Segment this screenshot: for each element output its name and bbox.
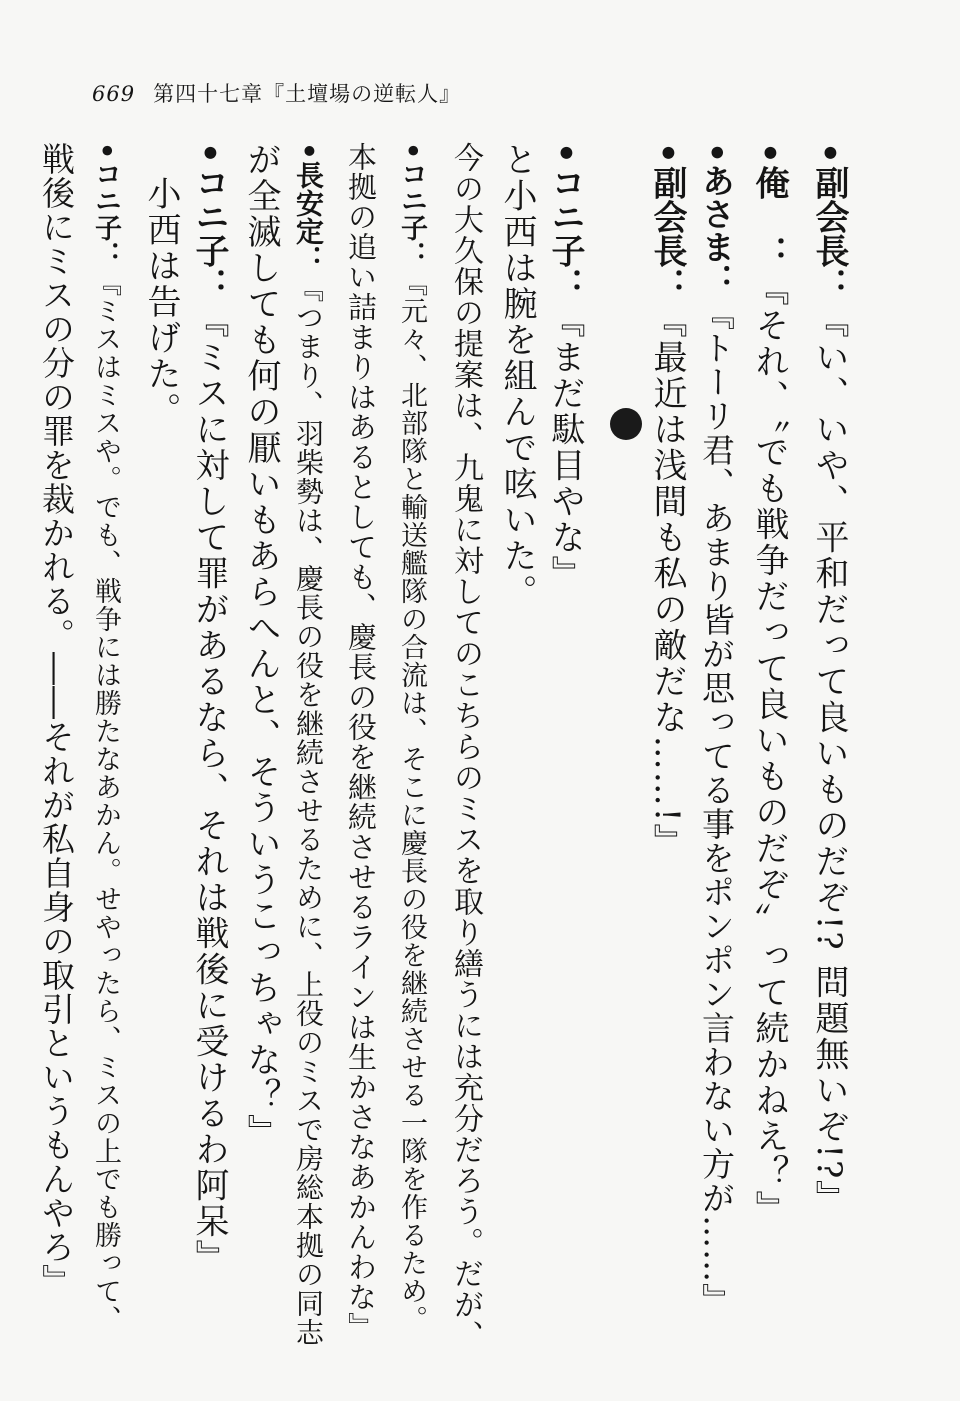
- bullet-mark: •: [189, 142, 229, 166]
- text-column: [697, 142, 736, 1318]
- speaker-name: 長安定: [292, 160, 325, 245]
- speaker-separator: ：: [647, 267, 687, 304]
- bullet-mark: •: [396, 142, 427, 161]
- text-column: [545, 142, 585, 592]
- page-number: 669: [92, 82, 136, 106]
- speaker-name: コニ子: [396, 160, 427, 242]
- speaker-separator: ：: [189, 267, 229, 304]
- column-text: 今の大久保の提案は、九鬼に対してのこちらのミスを取り繕うには充分だろう。だが、: [448, 142, 483, 1351]
- text-column: [809, 142, 849, 1217]
- column-text: 『最近は浅間も私の敵だな……!』: [647, 303, 687, 860]
- text-column: [647, 142, 687, 860]
- speaker-name: あさま: [697, 164, 736, 264]
- column-text: 『元々、北部隊と輸送艦隊の合流は、そこに慶長の役を継続させる一隊を作るため。: [396, 269, 427, 1334]
- bullet-mark: •: [697, 142, 736, 165]
- bullet-mark: •: [809, 142, 849, 166]
- bullet-mark: •: [292, 142, 325, 161]
- speaker-separator: ：: [545, 267, 585, 304]
- bullet-mark: •: [90, 142, 121, 161]
- text-column: [448, 142, 483, 1351]
- speaker-name: コニ子: [90, 160, 121, 242]
- text-column: [37, 142, 76, 1298]
- column-text: 小西は告げた。: [141, 176, 181, 428]
- column-text: 『それ、〝でも戦争だって良いものだぞ〟って続かねえ？』: [749, 271, 789, 1227]
- text-column: [241, 142, 281, 1150]
- speaker-separator: ：: [396, 241, 427, 270]
- text-column: [749, 142, 789, 1227]
- column-text: 本拠の追い詰まりはあるとしても、慶長の役を継続させるラインは生かさなあかんわな』: [344, 142, 378, 1342]
- text-column: [141, 176, 181, 428]
- speaker-separator: ：: [809, 267, 849, 304]
- chapter-title: 第四十七章『土壇場の逆転人』: [153, 82, 462, 106]
- speaker-separator: ：: [749, 199, 789, 272]
- speaker-separator: ：: [292, 244, 325, 274]
- speaker-separator: ：: [697, 263, 736, 298]
- speaker-name: 副会長: [809, 165, 849, 268]
- column-text: 『い、いや、平和だって良いものだぞ!? 問題無いぞ!?』: [809, 303, 849, 1217]
- speaker-name: コニ子: [545, 165, 585, 268]
- running-header: [92, 78, 461, 108]
- column-text: 『トーリ君、あまり皆が思ってる事をポンポン言わない方が……』: [697, 297, 736, 1318]
- text-column: [292, 142, 325, 1347]
- text-column: [497, 142, 537, 610]
- speaker-name: 副会長: [647, 165, 687, 268]
- bullet-mark: •: [749, 142, 789, 166]
- speaker-separator: ：: [90, 241, 121, 270]
- scene-break-dot: [610, 408, 642, 440]
- column-text: 戦後にミスの分の罪を裁かれる。――それが私自身の取引というもんやろ』: [37, 142, 76, 1298]
- text-column: [92, 142, 119, 1333]
- bullet-mark: •: [545, 142, 585, 166]
- text-column: [189, 142, 229, 1276]
- column-text: 『ミスに対して罪があるなら、それは戦後に受けるわ阿呆』: [189, 303, 229, 1276]
- text-column: [398, 142, 425, 1333]
- speaker-name: 俺: [749, 165, 789, 200]
- bullet-mark: •: [647, 142, 687, 166]
- column-text: 『ミスはミスや。でも、戦争には勝たなあかん。せやったら、ミスの上でも勝って、: [90, 269, 121, 1334]
- column-text: 『まだ駄目やな』: [545, 303, 585, 592]
- speaker-name: コニ子: [189, 165, 229, 268]
- column-text: 『つまり、羽柴勢は、慶長の役を継続させるために、上役のミスで房総本拠の同志: [292, 273, 325, 1347]
- column-text: が全滅しても何の厭いもあらへんと、そういうこっちゃな？』: [241, 142, 281, 1150]
- column-text: と小西は腕を組んで呟いた。: [497, 142, 537, 610]
- text-column: [344, 142, 378, 1342]
